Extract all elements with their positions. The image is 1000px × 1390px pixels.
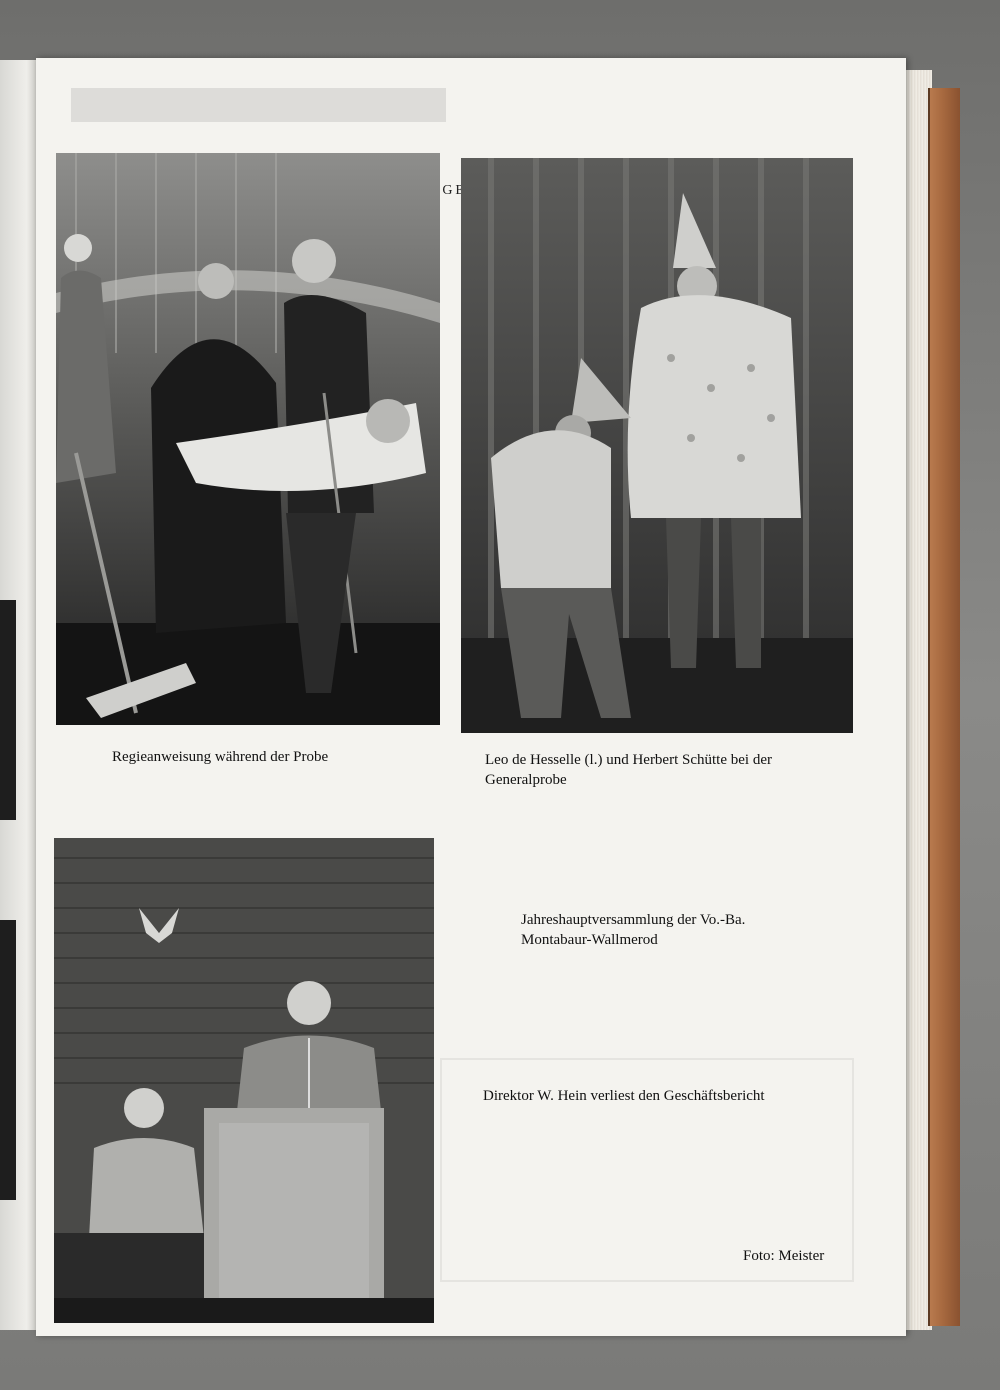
document-page	[36, 58, 906, 1336]
photo-generalprobe	[461, 158, 853, 733]
caption-meeting-line2: Montabaur-Wallmerod	[521, 932, 658, 948]
left-page-photo-fragment	[0, 600, 16, 820]
rehearsal-photo-image	[56, 153, 440, 725]
meeting-photo-image	[54, 838, 434, 1323]
photo-jahreshauptversammlung	[54, 838, 434, 1323]
bleed-through-header	[71, 88, 446, 122]
caption-rehearsal: Regieanweisung während der Probe	[112, 749, 329, 765]
book-cover-edge	[928, 88, 960, 1326]
caption-director: Direktor W. Hein verliest den Geschäftsbericht	[483, 1088, 765, 1104]
caption-meeting-line1: Jahreshauptversammlung der Vo.-Ba.	[521, 912, 746, 928]
left-page-photo-fragment	[0, 920, 16, 1200]
photo-rehearsal	[56, 153, 440, 725]
photo-credit: Foto: Meister	[743, 1248, 825, 1264]
caption-generalprobe: Leo de Hesselle (l.) und Herbert Schütte bei der Generalprobe	[485, 752, 772, 788]
generalprobe-photo-image	[461, 158, 853, 733]
left-page-edge	[0, 60, 39, 1330]
